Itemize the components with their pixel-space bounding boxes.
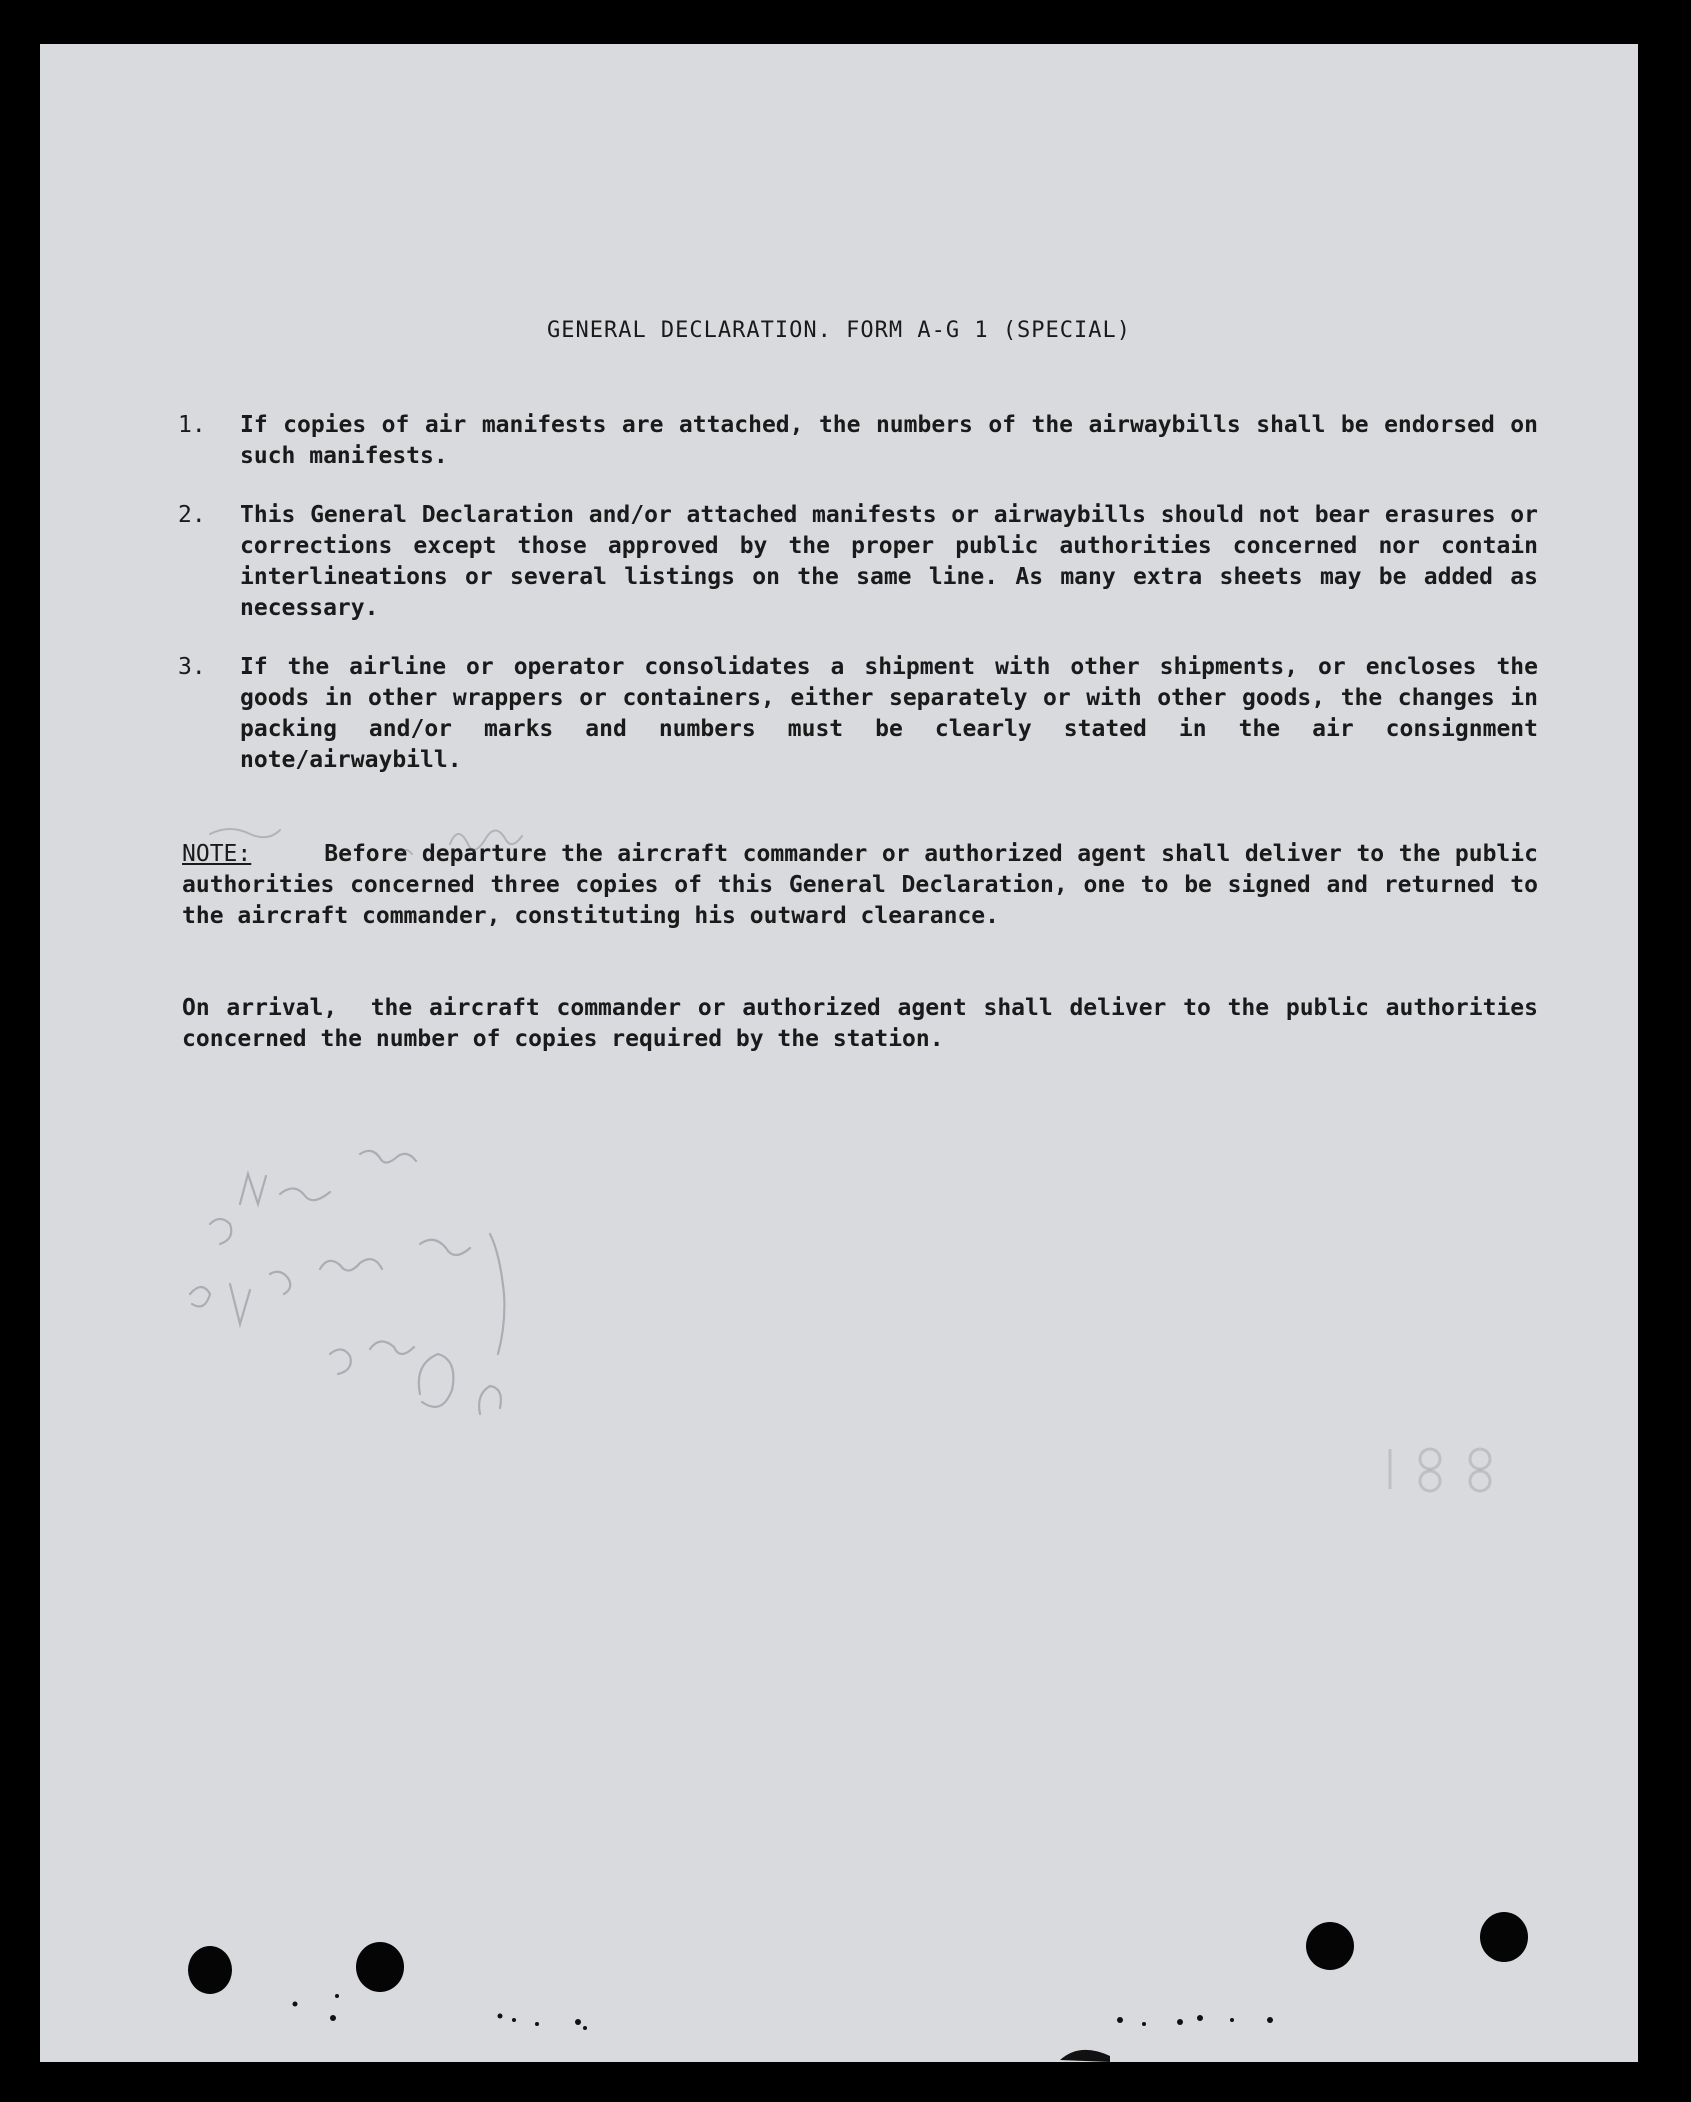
item-number: 2. — [178, 502, 206, 528]
item-number: 3. — [178, 654, 206, 680]
list-item — [178, 652, 1538, 776]
punch-hole — [1480, 1912, 1528, 1962]
arrival-paragraph — [182, 993, 1538, 1055]
document-title: GENERAL DECLARATION. FORM A-G 1 (SPECIAL) — [546, 318, 1132, 343]
list-item — [178, 500, 1538, 624]
punch-hole — [1306, 1922, 1354, 1970]
item-text: If the airline or operator consolidates a shipment with other shipments, or encloses the goods in other wrappers or containers, either separately or with other goods, the changes in packing and/or marks and numbers must be clearly stated in the air consignment note/airwaybill. — [240, 654, 1538, 773]
item-number: 1. — [178, 412, 206, 438]
arrival-label: On arrival, — [182, 995, 338, 1021]
pencil-scribble — [170, 1094, 650, 1474]
paper-specks — [40, 1984, 1638, 2062]
bleedthrough-number — [1380, 1439, 1530, 1499]
note-label: NOTE: — [182, 841, 252, 867]
note-text: Before departure the aircraft commander or authorized agent shall deliver to the public authorities concerned three copies of this General Declaration, one to be signed and returned to the aircraft commander, constituting his outward clearance. — [182, 841, 1538, 929]
list-item — [178, 410, 1538, 472]
document-page — [40, 44, 1638, 2062]
item-text: This General Declaration and/or attached manifests or airwaybills should not bear erasures or corrections except those approved by the proper public authorities concerned nor contain interlineations or several listings on the same line. As many extra sheets may be added as necessary. — [240, 502, 1538, 621]
arrival-text: the aircraft commander or authorized agent shall deliver to the public authorities concerned the number of copies required by the station. — [182, 995, 1538, 1052]
pencil-scribble — [200, 804, 580, 884]
item-text: If copies of air manifests are attached, the numbers of the airwaybills shall be endorsed on such manifests. — [240, 412, 1538, 469]
